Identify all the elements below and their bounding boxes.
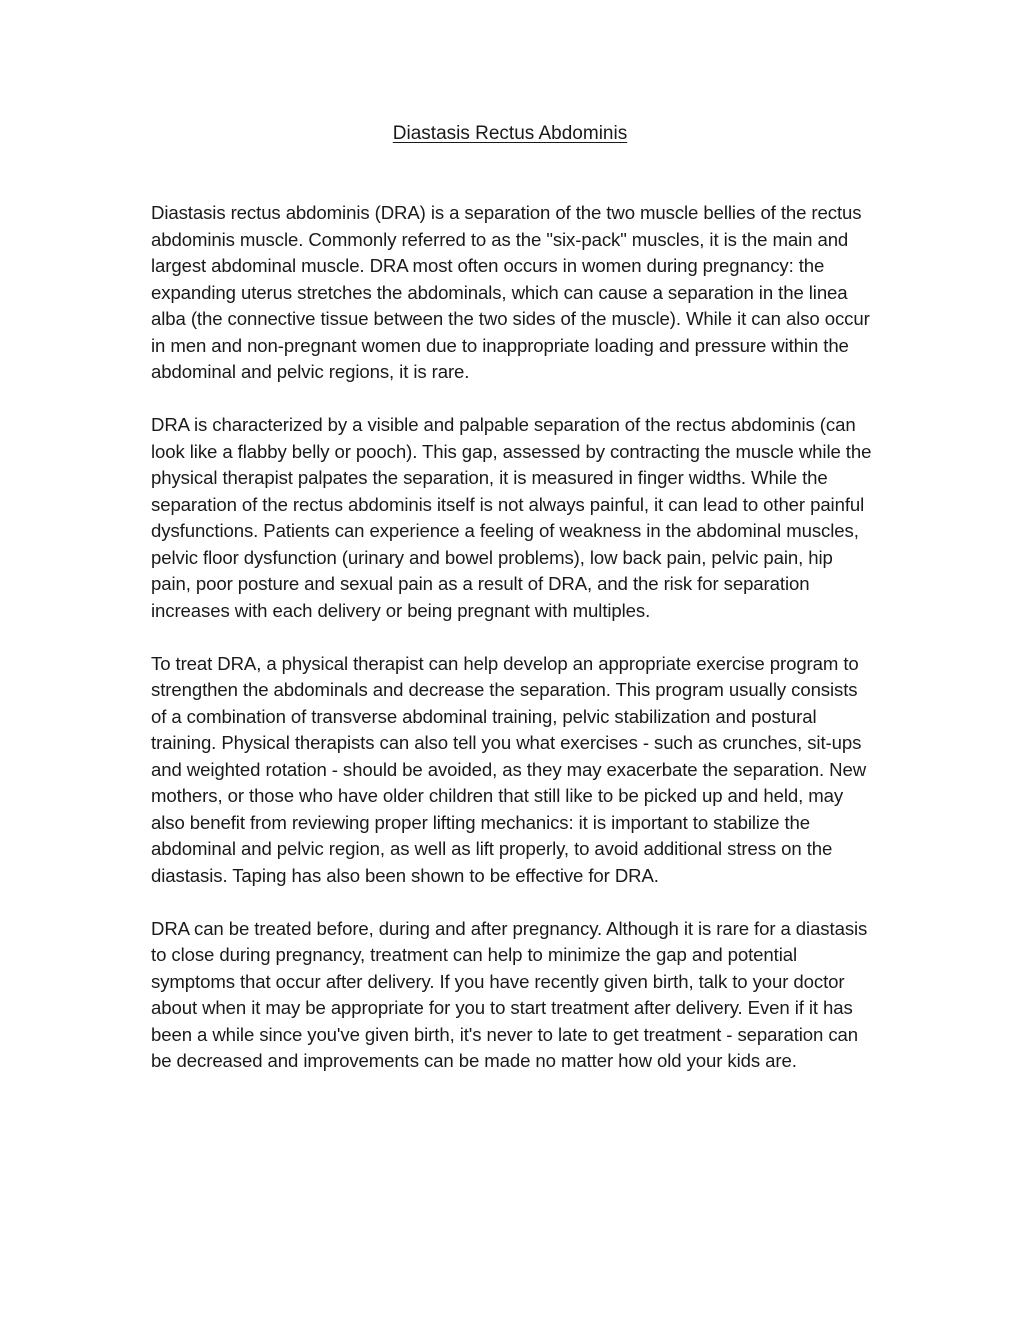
document-body — [151, 200, 873, 1101]
paragraph-timing: DRA can be treated before, during and after pregnancy. Although it is rare for a diastasis to close during pregnancy, treatment can help to minimize the gap and potential symptoms that occur after delivery. If you have recently given birth, talk to your doctor about when it may be appropriate for you to start treatment after delivery. Even if it has been a while since you've given birth, it's never to late to get treatment - separation can be decreased and improvements can be made no matter how old your kids are. — [151, 917, 868, 1071]
paragraph-definition: Diastasis rectus abdominis (DRA) is a separation of the two muscle bellies of the rectus abdominis muscle. Commonly referred to as the "six-pack" muscles, it is the main and largest abdominal muscle. DRA most often occurs in women during pregnancy: the expanding uterus stretches the abdominals, which can cause a separation in the linea alba (the connective tissue between the two sides of the muscle). While it can also occur in men and non-pregnant women due to inappropriate loading and pressure within the abdominal and pelvic regions, it is rare. — [151, 202, 870, 382]
paragraph-symptoms: DRA is characterized by a visible and palpable separation of the rectus abdominis (can look like a flabby belly or pooch). This gap, assessed by contracting the muscle while the physical therapist palpates the separation, it is measured in finger widths. While the separation of the rectus abdominis itself is not always painful, it can lead to other painful dysfunctions. Patients can experience a feeling of weakness in the abdominal muscles, pelvic floor dysfunction (urinary and bowel problems), low back pain, pelvic pain, hip pain, poor posture and sexual pain as a result of DRA, and the risk for separation increases with each delivery or being pregnant with multiples. — [151, 414, 872, 621]
paragraph-treatment: To treat DRA, a physical therapist can help develop an appropriate exercise program to strengthen the abdominals and decrease the separation. This program usually consists of a combination of transverse abdominal training, pelvic stabilization and postural training. Physical therapists can also tell you what exercises - such as crunches, sit-ups and weighted rotation - should be avoided, as they may exacerbate the separation. New mothers, or those who have older children that still like to be picked up and held, may also benefit from reviewing proper lifting mechanics: it is important to stabilize the abdominal and pelvic region, as well as lift properly, to avoid additional stress on the diastasis. Taping has also been shown to be effective for DRA. — [151, 652, 867, 886]
document-title: Diastasis Rectus Abdominis — [392, 123, 628, 144]
